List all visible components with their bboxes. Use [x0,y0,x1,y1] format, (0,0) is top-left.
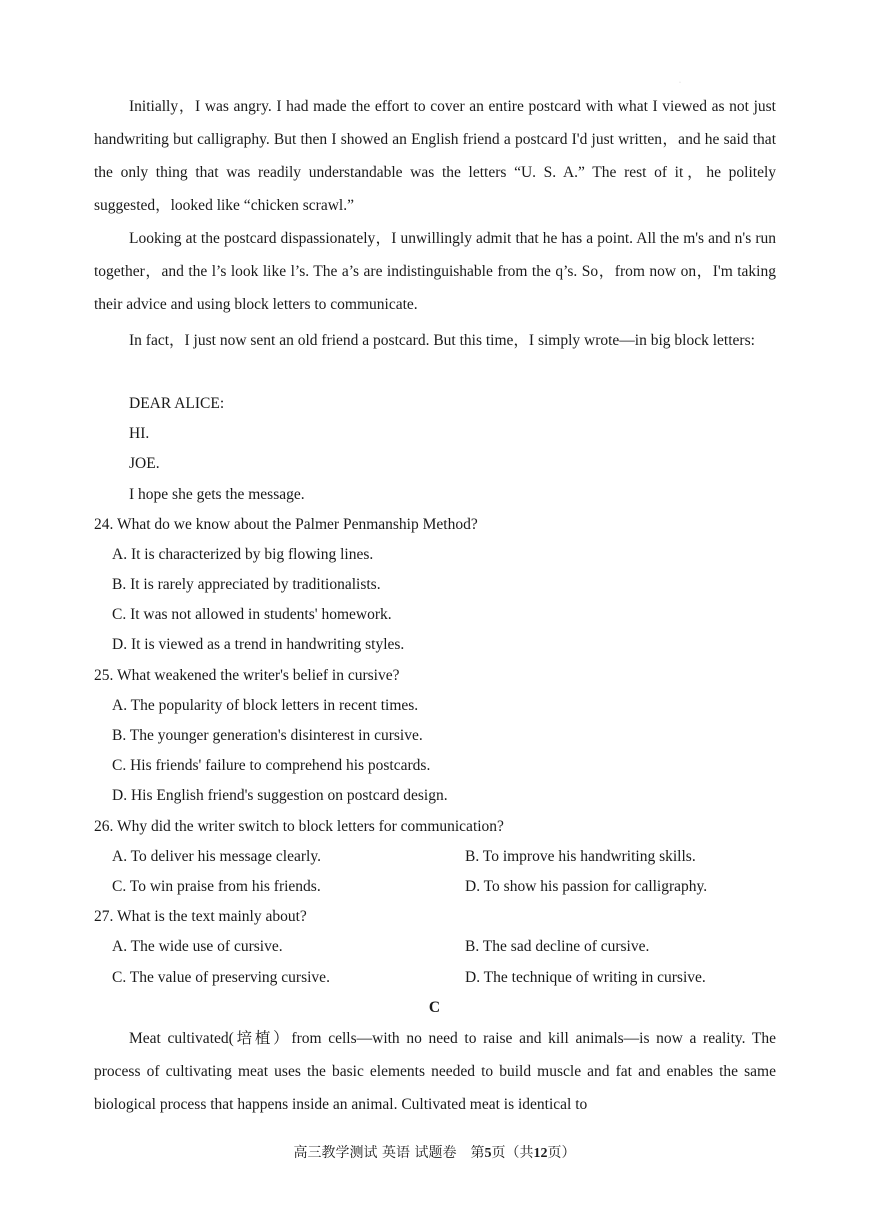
paragraph-in-fact: In fact，I just now sent an old friend a postcard. But this time，I simply wrote—in big block letters: [129,332,755,349]
footer-end: 页） [547,1145,576,1161]
option-25c: C. His friends' failure to comprehend his postcards. [112,757,431,774]
letter-body: HI. [129,425,150,442]
footer-total-pages: 12 [533,1146,548,1161]
scan-mark: · [679,80,681,86]
option-24c: C. It was not allowed in students' homework. [112,606,392,623]
question-stem-27: 27. What is the text mainly about? [94,908,307,925]
question-stem-25: 25. What weakened the writer's belief in cursive? [94,667,400,684]
paragraph-initially: Initially，I was angry. I had made the effort to cover an entire postcard with what I viewed as not just handwriting but calligraphy. But then I showed an English friend a postcard I'd just written，and he said that the only thing that was readily understandable was the letters “U. S. A.” The rest of it，he politely suggested，looked like “chicken scrawl.” [94,98,776,214]
section-heading-c: C [428,999,441,1016]
option-24b: B. It is rarely appreciated by traditionalists. [112,576,381,593]
page-footer [0,1143,869,1164]
option-25a: A. The popularity of block letters in recent times. [112,697,419,714]
paragraph-meat-cultivated: Meat cultivated(培植）from cells—with no need to raise and kill animals—is now a reality. The process of cultivating meat uses the basic elements needed to build muscle and fat and enables the same biological process that happens inside an animal. Cultivated meat is identical to [94,1030,776,1113]
letter-signature: JOE. [129,455,160,472]
option-24d: D. It is viewed as a trend in handwriting styles. [112,636,405,653]
option-26c: C. To win praise from his friends. [112,878,321,895]
option-25d: D. His English friend's suggestion on postcard design. [112,787,448,804]
option-27d: D. The technique of writing in cursive. [465,969,706,986]
option-26b: B. To improve his handwriting skills. [465,848,696,865]
option-26a: A. To deliver his message clearly. [112,848,321,865]
letter-salutation: DEAR ALICE: [129,395,225,412]
footer-title: 高三教学测试 英语 试题卷 第 [293,1145,485,1161]
option-27b: B. The sad decline of cursive. [465,938,650,955]
closing-line: I hope she gets the message. [129,486,305,503]
option-25b: B. The younger generation's disinterest in cursive. [112,727,423,744]
option-27a: A. The wide use of cursive. [112,938,283,955]
question-stem-24: 24. What do we know about the Palmer Penmanship Method? [94,516,478,533]
question-stem-26: 26. Why did the writer switch to block letters for communication? [94,818,504,835]
footer-page-number: 5 [484,1146,492,1161]
footer-mid: 页（共 [491,1145,534,1161]
option-26d: D. To show his passion for calligraphy. [465,878,708,895]
option-27c: C. The value of preserving cursive. [112,969,330,986]
option-24a: A. It is characterized by big flowing lines. [112,546,374,563]
paragraph-looking: Looking at the postcard dispassionately，I unwillingly admit that he has a point. All the m's and n's run together，and the l’s look like l’s. The a’s are indistinguishable from the q’s. So，from now on，I'm taking their advice and using block letters to communicate. [94,230,776,313]
